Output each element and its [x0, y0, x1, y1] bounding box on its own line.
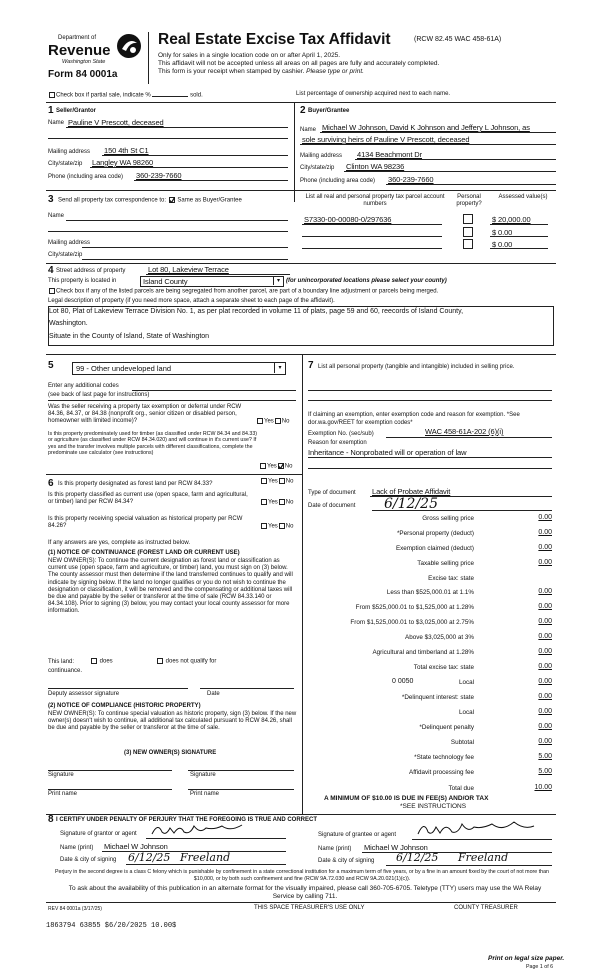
notice-1-title: (1) NOTICE OF CONTINUANCE (FOREST LAND OR CURRENT USE): [48, 550, 240, 556]
tax-value-delinquent-interest-state[interactable]: 0.00: [538, 693, 552, 700]
grantee-name-label: Name (print): [318, 846, 352, 852]
s6-q3-answers: Yes No: [260, 523, 293, 530]
legal-label: Legal description of property (if you need more space, attach a separate sheet to each page of the affidavit).: [48, 298, 335, 304]
deputy-date-label: Date: [207, 691, 220, 697]
s6-q1: Is this property designated as forest land per RCW 84.33?: [58, 481, 213, 487]
located-label: This property is located in: [48, 278, 117, 284]
assessed-value-3[interactable]: $ 0.00: [492, 240, 513, 249]
grantor-signature[interactable]: [148, 820, 278, 838]
legal-line-3: Situate in the County of Island, State of Washington: [49, 333, 210, 340]
s5-q1-answers: Yes No: [256, 418, 289, 425]
grantee-date[interactable]: 6/12/25: [396, 851, 439, 864]
tax-label-tier-3: From $1,525,000.01 to $3,025,000 at 2.75%: [350, 619, 474, 626]
s5-q2: Is this property predominately used for timber (as classified under RCW 84.34 and 84.33) or agriculture (as classified under RCW 84.34.020) and will continue in it's current use? If yes and the transfer involves multiple parcels with different classifications, complete the predominate use calculator (see instructions): [48, 431, 258, 456]
dept-label: Department of: [58, 35, 97, 41]
ownership-note: List percentage of ownership acquired next to each name.: [296, 91, 451, 97]
tax-label-total-state: Total excise tax: state: [413, 664, 474, 671]
assessed-col-header: Assessed value(s): [498, 194, 548, 200]
doc-type-label: Type of document: [308, 490, 356, 496]
notice-1-body: NEW OWNER(S): To continue the current designation as forest land or classification as current use (open space, farm and agriculture, or timber) land, you must sign on (3) below. The county assessor must then determine if the land transferred continues to qualify and will indicate by signing below. If the land no longer qualifies or you do not wish to continue the designation or classification, it will be removed and the compensating or additional taxes will be due and payable by the seller or transferor at the time of sale (RCW 84.33.140 or 84.34.108). Prior to signing (3) below, you may contact your local county assessor for more information.: [48, 558, 293, 615]
county-treasurer-label: COUNTY TREASURER: [454, 905, 518, 911]
section-7-text: List all personal property (tangible and intangible) included in selling price.: [318, 364, 515, 370]
form-title: Real Estate Excise Tax Affidavit: [158, 31, 391, 48]
section-2-number: 2: [300, 105, 306, 116]
see-back-label: (see back of last page for instructions): [48, 392, 150, 398]
buyer-heading: Buyer/Grantee: [308, 108, 350, 114]
local-rate: 0 0050: [392, 678, 414, 685]
deputy-signature-label: Deputy assessor signature: [48, 691, 120, 697]
chevron-down-icon[interactable]: ▾: [274, 363, 285, 373]
form-title-ref: (RCW 82.45 WAC 458-61A): [414, 36, 502, 43]
exemption-reason[interactable]: Inheritance - Nonprobated will or operation of law: [308, 448, 467, 457]
grantee-signature-label: Signature of grantee or agent: [318, 832, 397, 838]
tax-label-local: Local: [458, 679, 474, 686]
see-instructions: *SEE INSTRUCTIONS: [400, 803, 467, 810]
grantee-signature[interactable]: [414, 818, 554, 838]
buyer-mailing-label: Mailing address: [300, 153, 343, 159]
certify-statement: I CERTIFY UNDER PENALTY OF PERJURY THAT THE FOREGOING IS TRUE AND CORRECT: [56, 817, 318, 823]
seller-city-label: City/state/zip: [48, 161, 83, 167]
land-use-value: 99 - Other undeveloped land: [76, 364, 172, 373]
segregated-row: Check box if any of the listed parcels are being segregated from another parcel, are part of a boundary line adjustment or parcels being merged.: [48, 288, 438, 295]
add-codes-label: Enter any additional codes: [48, 383, 119, 389]
subtitle-2: This affidavit will not be accepted unless all areas on all pages are fully and accurately completed.: [158, 60, 440, 67]
s6-q2: Is this property classified as current use (open space, farm and agricultural, or timber) land per RCW 84.34?: [48, 492, 248, 505]
seller-mailing[interactable]: 150 4th St C1: [104, 146, 149, 155]
tax-label-agricultural: Agricultural and timberland at 1.28%: [372, 649, 474, 656]
personal-col-header: Personal property?: [456, 194, 482, 207]
new-owner-print-label-1: Print name: [48, 791, 78, 797]
tax-value-tier-2[interactable]: 0.00: [538, 603, 552, 610]
legal-line-1: Lot 80, Plat of Lakeview Terrace Division No. 1, as per plat recorded in volume 11 of plats, page 59 and 60, reecords of Island County,: [49, 308, 464, 315]
tax-value-subtotal[interactable]: 0.00: [538, 738, 552, 745]
s6-q3-yes-checkbox[interactable]: [261, 523, 267, 529]
section-5-number: 5: [48, 360, 54, 371]
s5-q1-yes-checkbox[interactable]: [257, 418, 263, 424]
street-address[interactable]: Lot 80, Lakeview Terrace: [148, 265, 229, 274]
section-8-number: 8: [48, 814, 54, 825]
grantee-name[interactable]: Michael W Johnson: [364, 843, 428, 852]
buyer-name-line2[interactable]: sole surviving heirs of Pauline V Prescott, deceased: [302, 135, 470, 144]
does-option: does: [90, 658, 113, 665]
s5-q1: Was the seller receiving a property tax exemption or deferral under RCW 84.36, 84.37, or 84.38 (nonprofit org., senior citizen or disabled person, homeowner with limited income)?: [48, 404, 242, 424]
grantee-city[interactable]: Freeland: [458, 851, 509, 864]
new-owner-print-label-2: Print name: [190, 791, 220, 797]
tax-label-tier-1: Less than $525,000.01 at 1.1%: [386, 589, 474, 596]
tax-label-subtotal: Subtotal: [450, 739, 474, 746]
tax-label-excise-state: Excise tax: state: [428, 575, 474, 582]
revision-label: REV 84 0001a (3/17/25): [48, 906, 102, 912]
exemption-text: If claiming an exemption, enter exemption code and reason for exemption. *See dor.wa.gov/REET for exemption codes*: [308, 412, 520, 426]
form-number: Form 84 0001a: [48, 69, 118, 80]
grantor-name-label: Name (print): [60, 845, 94, 851]
grantor-date[interactable]: 6/12/25: [128, 851, 171, 864]
seller-phone[interactable]: 360-239-7660: [136, 171, 182, 180]
does-not-checkbox[interactable]: [157, 658, 163, 664]
tax-label-gross: Gross selling price: [422, 515, 474, 522]
doc-type[interactable]: Lack of Probate Affidavit: [372, 487, 451, 496]
s3-city-label: City/state/zip: [48, 252, 83, 258]
notice-2-title: (2) NOTICE OF COMPLIANCE (HISTORIC PROPERTY): [48, 703, 201, 709]
does-not-option: does not qualify for: [156, 658, 216, 665]
this-land-label: This land:: [48, 659, 75, 665]
tax-value-personal[interactable]: 0.00: [538, 529, 552, 536]
tax-label-processing-fee: Affidavit processing fee: [409, 769, 474, 776]
treasurer-use-label: THIS SPACE TREASURER'S USE ONLY: [254, 905, 365, 911]
tax-label-taxable: Taxable selling price: [417, 560, 474, 567]
s6-q1-no-checkbox[interactable]: [279, 478, 285, 484]
tax-value-tech-fee[interactable]: 5.00: [538, 753, 552, 760]
buyer-name-line1[interactable]: Michael W Johnson, David K Johnson and Jeffery L Johnson, as: [322, 123, 530, 132]
tax-label-tier-4: Above $3,025,000 at 3%: [405, 634, 474, 641]
s6-q3-no-checkbox[interactable]: [279, 523, 285, 529]
s6-q2-no-checkbox[interactable]: [279, 499, 285, 505]
if-yes-note: If any answers are yes, complete as instructed below.: [48, 540, 191, 546]
new-owner-signature-label-2: Signature: [190, 772, 216, 778]
exemption-no-label: Exemption No. (sec/sub): [308, 431, 374, 437]
assessed-value-2[interactable]: $ 0.00: [492, 228, 513, 237]
check-icon: [169, 197, 175, 203]
doc-date-label: Date of document: [308, 503, 356, 509]
same-as-buyer-checkbox[interactable]: [169, 197, 175, 203]
notice-3-title: (3) NEW OWNER(S) SIGNATURE: [124, 750, 217, 756]
tax-value-taxable[interactable]: 0.00: [538, 559, 552, 566]
s3-name-label: Name: [48, 213, 65, 219]
s3-mailing-label: Mailing address: [48, 240, 91, 246]
does-checkbox[interactable]: [91, 658, 97, 664]
personal-property-checkbox-3[interactable]: [463, 239, 473, 249]
tax-label-personal: *Personal property (deduct): [396, 530, 474, 537]
buyer-name-label: Name: [300, 127, 317, 133]
s6-q2-answers: Yes No: [260, 499, 293, 506]
partial-sale-checkbox[interactable]: [49, 92, 55, 98]
revenue-label: Revenue: [48, 42, 111, 59]
s5-q1-no-checkbox[interactable]: [275, 418, 281, 424]
grantee-date-label: Date & city of signing: [318, 858, 375, 864]
legal-line-2: Washington.: [49, 320, 88, 327]
grantor-city[interactable]: Freeland: [180, 851, 231, 864]
s6-q1-yes-checkbox[interactable]: [261, 478, 267, 484]
tax-label-delinquent-penalty: *Delinquent penalty: [419, 724, 474, 731]
tax-label-tier-2: From $525,000.01 to $1,525,000 at 1.28%: [355, 604, 474, 611]
tax-value-processing-fee[interactable]: 5.00: [538, 768, 552, 775]
seller-name-label: Name: [48, 120, 65, 126]
buyer-phone[interactable]: 360-239-7660: [388, 175, 434, 184]
parcel-number-1[interactable]: S7330-00-00080-0/297636: [304, 215, 392, 224]
section-1-number: 1: [48, 105, 54, 116]
s5-q2-answers: Yes No: [259, 463, 292, 470]
buyer-city-label: City/state/zip: [300, 165, 335, 171]
minimum-due-note: A MINIMUM OF $10.00 IS DUE IN FEE(S) AND/OR TAX: [324, 795, 489, 802]
tax-label-delinquent-interest-local: Local: [458, 709, 474, 716]
section-3-number: 3: [48, 194, 54, 205]
street-label: Street address of property: [56, 268, 126, 274]
segregated-checkbox[interactable]: [49, 288, 55, 294]
s6-q1-answers: Yes No: [260, 478, 293, 485]
perjury-note: Perjury in the second degree is a class C felony which is punishable by confinement in a state correctional institution for a maximum term of five years, or by a fine in an amount fixed by the court of not more than $10,000, or by both such confinement and fine (RCW 9A.72.030 and RCW 9A.20.021(1)(c)).: [54, 869, 550, 882]
s6-q3: Is this property receiving special valuation as historical property per RCW 84.26?: [48, 516, 243, 529]
tax-value-agricultural[interactable]: 0.00: [538, 648, 552, 655]
tax-value-delinquent-penalty[interactable]: 0.00: [538, 723, 552, 730]
subtitle-3: This form is your receipt when stamped by cashier. Please type or print.: [158, 68, 364, 75]
alt-format-note: To ask about the availability of this publication in an alternate format for the visually impaired, please call 360-705-6705. Teletype (TTY) users may use the WA Relay Service by calling 711.: [68, 885, 542, 900]
seller-heading: Seller/Grantor: [56, 108, 97, 114]
parcel-col-header: List all real and personal property tax parcel account numbers: [305, 194, 445, 207]
check-icon: [278, 463, 284, 469]
seller-city[interactable]: Langley WA 98260: [92, 158, 154, 167]
county-value: Island County: [143, 277, 188, 286]
partial-sale-row: Check box if partial sale, indicate % sold.: [48, 92, 203, 99]
tax-label-total-due: Total due: [448, 785, 474, 792]
tax-value-tier-3[interactable]: 0.00: [538, 618, 552, 625]
revenue-logo-icon: [116, 33, 142, 59]
section-7-number: 7: [308, 360, 314, 371]
s6-q2-yes-checkbox[interactable]: [261, 499, 267, 505]
tax-value-tier-1[interactable]: 0.00: [538, 588, 552, 595]
grantor-signature-label: Signature of grantor or agent: [60, 831, 137, 837]
grantor-date-label: Date & city of signing: [60, 857, 117, 863]
cashier-stamp: 1863794 63855 $6/20/2025 10.00$: [46, 922, 177, 930]
section-6-number: 6: [48, 478, 54, 489]
seller-phone-label: Phone (including area code): [48, 174, 124, 180]
tax-value-delinquent-interest-local[interactable]: 0.00: [538, 708, 552, 715]
seller-mailing-label: Mailing address: [48, 149, 91, 155]
buyer-city[interactable]: Clinton WA 98236: [346, 162, 405, 171]
subtitle-1: Only for sales in a single location code on or after April 1, 2025.: [158, 52, 341, 59]
tax-value-total-state[interactable]: 0.00: [538, 663, 552, 670]
land-use-select[interactable]: [72, 362, 286, 375]
exemption-code[interactable]: WAC 458-61A-202 (6)(i): [425, 427, 504, 436]
tax-value-exemption[interactable]: 0.00: [538, 544, 552, 551]
tax-label-tech-fee: *State technology fee: [414, 754, 474, 761]
notice-2-body: NEW OWNER(S): To continue special valuation as historic property, sign (3) below. If the new owner(s) doesn't wish to continue, all additional tax calculated pursuant to RCW 84.26, shall be due and payable by the seller or transferor at the time of sale.: [48, 711, 297, 732]
tax-value-tier-4[interactable]: 0.00: [538, 633, 552, 640]
assessed-value-1[interactable]: $ 20,000.00: [492, 215, 531, 224]
county-select[interactable]: [140, 276, 284, 287]
seller-name[interactable]: Pauline V Prescott, deceased: [68, 118, 164, 127]
doc-date[interactable]: 6/12/25: [384, 496, 438, 512]
continuance-label: continuance.: [48, 668, 83, 674]
personal-property-checkbox-1[interactable]: [463, 214, 473, 224]
personal-property-checkbox-2[interactable]: [463, 227, 473, 237]
page-number: Page 1 of 6: [526, 964, 554, 970]
unincorporated-note: (for unincorporated locations please select your county): [286, 278, 447, 284]
s5-q2-no-checkbox[interactable]: [278, 463, 284, 469]
new-owner-signature-label-1: Signature: [48, 772, 74, 778]
s5-q2-yes-checkbox[interactable]: [260, 463, 266, 469]
state-label: Washington State: [62, 59, 106, 65]
chevron-down-icon[interactable]: ▾: [273, 277, 283, 285]
reason-label: Reason for exemption: [308, 440, 367, 446]
buyer-phone-label: Phone (including area code): [300, 178, 376, 184]
tax-value-local[interactable]: 0.00: [538, 678, 552, 685]
grantor-name[interactable]: Michael W Johnson: [104, 842, 168, 851]
section-4-number: 4: [48, 265, 54, 276]
buyer-mailing[interactable]: 4134 Beachmont Dr: [357, 150, 423, 159]
tax-label-delinquent-interest-state: *Delinquent interest: state: [401, 694, 474, 701]
tax-value-gross[interactable]: 0.00: [538, 514, 552, 521]
tax-value-total-due[interactable]: 10.00: [534, 784, 552, 791]
tax-label-exemption: Exemption claimed (deduct): [395, 545, 474, 552]
section-3-text: Send all property tax correspondence to: Same as Buyer/Grantee: [58, 197, 242, 204]
legal-paper-note: Print on legal size paper.: [488, 955, 565, 962]
